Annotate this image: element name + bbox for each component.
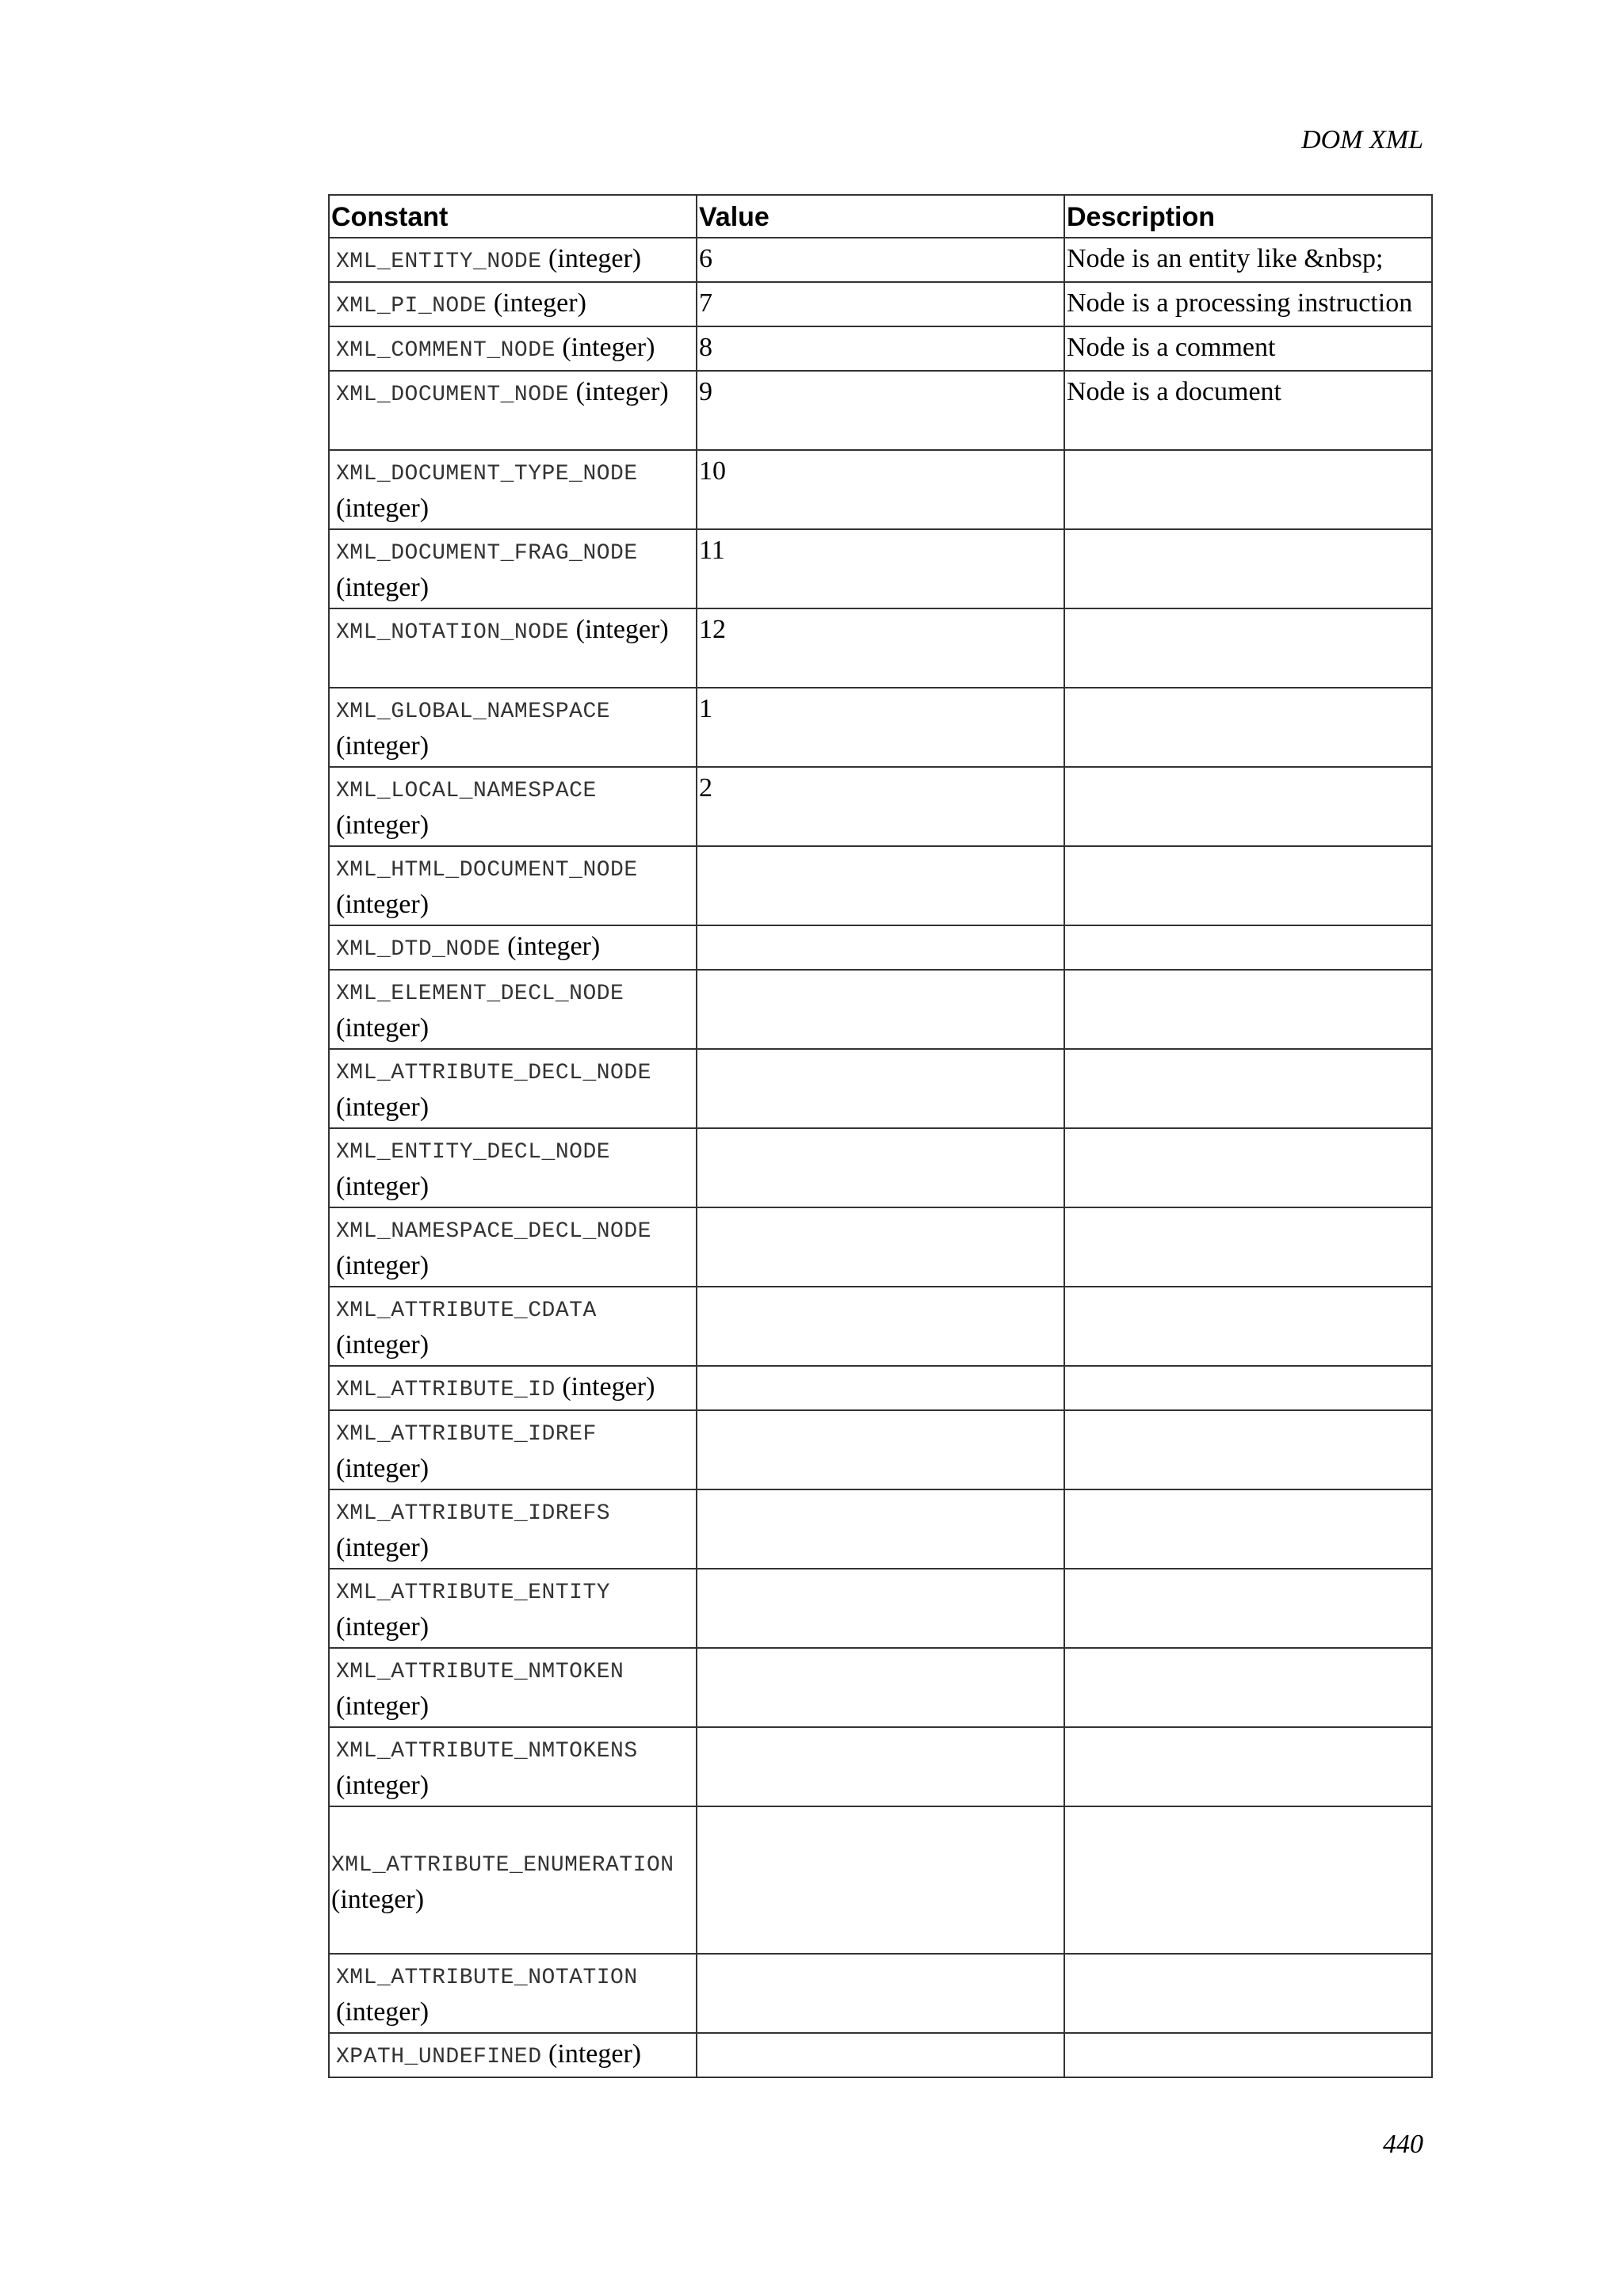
value-cell — [697, 1128, 1064, 1207]
description-cell — [1064, 688, 1432, 767]
description-cell — [1064, 608, 1432, 688]
table-row — [329, 767, 1432, 846]
value-cell — [697, 1410, 1064, 1489]
constant-cell — [329, 1727, 697, 1806]
constant-type: (integer) — [507, 932, 601, 961]
table-row — [329, 529, 1432, 608]
value-cell: 11 — [697, 529, 1064, 608]
value-cell — [697, 1806, 1064, 1954]
constant-cell — [329, 326, 697, 371]
value-cell: 7 — [697, 282, 1064, 326]
description-cell — [1064, 970, 1432, 1049]
constant-name: XML_DTD_NODE — [336, 937, 501, 962]
description-cell: Node is an entity like &nbsp; — [1064, 238, 1432, 282]
constant-type: (integer) — [336, 1997, 430, 2027]
constant-type: (integer) — [336, 1172, 430, 1201]
table-row — [329, 450, 1432, 529]
constant-type: (integer) — [336, 1013, 430, 1043]
constant-name: XML_NOTATION_NODE — [336, 620, 570, 645]
constant-name: XML_GLOBAL_NAMESPACE — [336, 700, 611, 724]
table-row — [329, 608, 1432, 688]
page-number: 440 — [1383, 2130, 1423, 2159]
constant-cell — [329, 1954, 697, 2033]
description-cell — [1064, 1287, 1432, 1366]
constant-type: (integer) — [548, 2039, 642, 2069]
running-header: DOM XML — [1301, 125, 1423, 154]
constant-name: XML_ATTRIBUTE_IDREFS — [336, 1501, 611, 1526]
constant-type: (integer) — [575, 615, 669, 644]
value-cell — [697, 1049, 1064, 1128]
constant-cell — [329, 371, 697, 450]
constant-cell — [329, 529, 697, 608]
constant-name: XML_LOCAL_NAMESPACE — [336, 779, 597, 803]
constant-type: (integer) — [493, 288, 586, 318]
table-row — [329, 1128, 1432, 1207]
constant-cell — [329, 970, 697, 1049]
value-cell — [697, 1954, 1064, 2033]
constant-cell — [329, 1648, 697, 1727]
value-cell — [697, 1489, 1064, 1569]
constant-cell — [329, 1049, 697, 1128]
table-row — [329, 2033, 1432, 2077]
table-row — [329, 282, 1432, 326]
table-row — [329, 1954, 1432, 2033]
constant-name: XML_ATTRIBUTE_NMTOKEN — [336, 1660, 624, 1684]
constant-name: XML_ATTRIBUTE_CDATA — [336, 1299, 597, 1323]
description-cell — [1064, 1207, 1432, 1287]
value-cell — [697, 1569, 1064, 1648]
description-cell — [1064, 1806, 1432, 1954]
constant-type: (integer) — [336, 890, 430, 919]
description-cell — [1064, 1410, 1432, 1489]
value-cell — [697, 2033, 1064, 2077]
value-cell — [697, 846, 1064, 925]
constant-name: XML_DOCUMENT_NODE — [336, 383, 570, 407]
constant-cell — [329, 608, 697, 688]
description-cell — [1064, 1954, 1432, 2033]
constant-type: (integer) — [336, 1093, 430, 1122]
description-cell — [1064, 1128, 1432, 1207]
constant-cell — [329, 1806, 697, 1954]
description-cell — [1064, 925, 1432, 970]
value-cell — [697, 925, 1064, 970]
value-cell — [697, 1287, 1064, 1366]
value-cell — [697, 1366, 1064, 1410]
constant-type: (integer) — [336, 1533, 430, 1562]
table-row — [329, 1489, 1432, 1569]
value-cell: 1 — [697, 688, 1064, 767]
constant-name: XML_ATTRIBUTE_DECL_NODE — [336, 1061, 651, 1085]
constant-cell — [329, 1569, 697, 1648]
table-row — [329, 1569, 1432, 1648]
constant-name: XML_ELEMENT_DECL_NODE — [336, 982, 624, 1006]
value-cell: 2 — [697, 767, 1064, 846]
constant-cell — [329, 1366, 697, 1410]
constant-type: (integer) — [336, 1691, 430, 1721]
constant-type: (integer) — [336, 1612, 430, 1642]
constant-type: (integer) — [331, 1885, 425, 1914]
column-header-description: Description — [1064, 195, 1432, 238]
description-cell — [1064, 1569, 1432, 1648]
column-header-constant: Constant — [329, 195, 697, 238]
constant-type: (integer) — [562, 1372, 655, 1402]
table-header-row — [329, 195, 1432, 238]
constant-cell — [329, 1287, 697, 1366]
table-row — [329, 1806, 1432, 1954]
constant-cell — [329, 2033, 697, 2077]
constant-type: (integer) — [562, 333, 655, 362]
table-row — [329, 1049, 1432, 1128]
constant-name: XML_PI_NODE — [336, 294, 487, 318]
constant-name: XML_ENTITY_NODE — [336, 250, 542, 274]
constant-type: (integer) — [336, 1454, 430, 1483]
table-row — [329, 238, 1432, 282]
value-cell — [697, 1727, 1064, 1806]
constant-name: XML_ATTRIBUTE_ENTITY — [336, 1581, 611, 1605]
constant-cell — [329, 1207, 697, 1287]
constants-table — [328, 194, 1433, 2078]
constant-type: (integer) — [336, 1251, 430, 1280]
description-cell: Node is a comment — [1064, 326, 1432, 371]
constant-type: (integer) — [336, 810, 430, 840]
table-row — [329, 846, 1432, 925]
value-cell: 9 — [697, 371, 1064, 450]
table-row — [329, 1366, 1432, 1410]
constant-cell — [329, 450, 697, 529]
table-row — [329, 925, 1432, 970]
value-cell: 8 — [697, 326, 1064, 371]
constant-name: XML_ATTRIBUTE_IDREF — [336, 1422, 597, 1447]
constant-name: XML_ENTITY_DECL_NODE — [336, 1140, 611, 1165]
constant-cell — [329, 1489, 697, 1569]
constant-cell — [329, 767, 697, 846]
table-row — [329, 326, 1432, 371]
constant-type: (integer) — [548, 244, 642, 273]
description-cell — [1064, 1366, 1432, 1410]
column-header-value: Value — [697, 195, 1064, 238]
constant-type: (integer) — [336, 494, 430, 523]
table-row — [329, 1727, 1432, 1806]
description-cell — [1064, 2033, 1432, 2077]
description-cell — [1064, 1489, 1432, 1569]
value-cell — [697, 1648, 1064, 1727]
constant-cell — [329, 925, 697, 970]
description-cell — [1064, 1727, 1432, 1806]
value-cell — [697, 970, 1064, 1049]
description-cell: Node is a processing instruction — [1064, 282, 1432, 326]
constant-type: (integer) — [336, 1771, 430, 1800]
constant-type: (integer) — [336, 1330, 430, 1360]
constant-name: XML_DOCUMENT_TYPE_NODE — [336, 462, 638, 486]
description-cell: Node is a document — [1064, 371, 1432, 450]
description-cell — [1064, 1648, 1432, 1727]
constant-type: (integer) — [336, 573, 430, 602]
value-cell — [697, 1207, 1064, 1287]
table-row — [329, 1410, 1432, 1489]
constant-name: XML_ATTRIBUTE_ENUMERATION — [331, 1853, 674, 1878]
table-row — [329, 1207, 1432, 1287]
constant-name: XML_NAMESPACE_DECL_NODE — [336, 1219, 651, 1244]
constant-cell — [329, 1128, 697, 1207]
constant-name: XML_DOCUMENT_FRAG_NODE — [336, 541, 638, 566]
constant-name: XML_HTML_DOCUMENT_NODE — [336, 858, 638, 883]
table-row — [329, 1287, 1432, 1366]
description-cell — [1064, 450, 1432, 529]
constant-name: XML_ATTRIBUTE_NOTATION — [336, 1966, 638, 1990]
constant-cell — [329, 282, 697, 326]
description-cell — [1064, 767, 1432, 846]
constant-cell — [329, 238, 697, 282]
constant-name: XML_ATTRIBUTE_NMTOKENS — [336, 1739, 638, 1764]
table-row — [329, 1648, 1432, 1727]
table-row — [329, 371, 1432, 450]
value-cell: 6 — [697, 238, 1064, 282]
value-cell: 10 — [697, 450, 1064, 529]
constant-cell — [329, 1410, 697, 1489]
constant-name: XML_COMMENT_NODE — [336, 338, 556, 363]
description-cell — [1064, 846, 1432, 925]
constant-cell — [329, 846, 697, 925]
description-cell — [1064, 529, 1432, 608]
value-cell: 12 — [697, 608, 1064, 688]
description-cell — [1064, 1049, 1432, 1128]
constant-cell — [329, 688, 697, 767]
constant-name: XPATH_UNDEFINED — [336, 2045, 542, 2069]
constant-name: XML_ATTRIBUTE_ID — [336, 1378, 556, 1402]
constant-type: (integer) — [575, 377, 669, 406]
table-row — [329, 688, 1432, 767]
constant-type: (integer) — [336, 731, 430, 761]
table-row — [329, 970, 1432, 1049]
